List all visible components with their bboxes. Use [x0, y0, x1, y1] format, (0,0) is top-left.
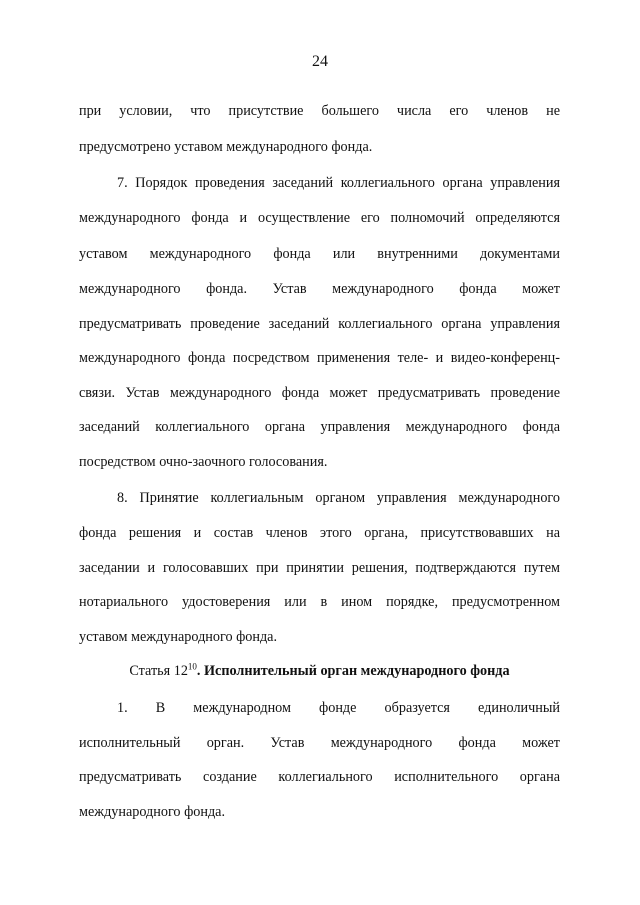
text-line: посредством очно-заочного голосования. [79, 454, 328, 470]
text-line: заседании и голосовавших при принятии решения, подтверждаются путем [79, 560, 560, 576]
article-title: . Исполнительный орган международного фонда [196, 663, 510, 679]
text-line: предусматривать проведение заседаний коллегиального органа управления [79, 316, 560, 332]
text-line: предусматривать создание коллегиального исполнительного органа [79, 769, 560, 785]
text-line: 1. В международном фонде образуется единоличный [117, 700, 560, 716]
text-line: связи. Устав международного фонда может предусматривать проведение [79, 385, 560, 401]
text-line: исполнительный орган. Устав международного фонда может [79, 735, 560, 751]
text-line: 7. Порядок проведения заседаний коллегиального органа управления [117, 175, 560, 191]
text-line: международного фонда. Устав международного фонда может [79, 281, 560, 297]
text-line: международного фонда и осуществление его полномочий определяются [79, 210, 560, 226]
article-superscript: 10 [187, 661, 197, 672]
text-line: 8. Принятие коллегиальным органом управления международного [117, 490, 560, 506]
text-line: предусмотрено уставом международного фонда. [79, 139, 373, 155]
page-number: 24 [312, 53, 328, 70]
text-line: уставом международного фонда. [79, 629, 278, 645]
text-line: международного фонда посредством применения теле- и видео-конференц- [79, 350, 560, 366]
text-line: уставом международного фонда или внутренними документами [79, 246, 560, 262]
article-prefix: Статья 12 [129, 663, 188, 679]
text-line: при условии, что присутствие большего числа его членов не [79, 103, 560, 119]
text-line: заседаний коллегиального органа управления международного фонда [79, 419, 560, 435]
article-heading [79, 662, 560, 680]
text-line: нотариального удостоверения или в ином порядке, предусмотренном [79, 594, 560, 610]
text-line: международного фонда. [79, 804, 226, 820]
text-line: фонда решения и состав членов этого органа, присутствовавших на [79, 525, 560, 541]
